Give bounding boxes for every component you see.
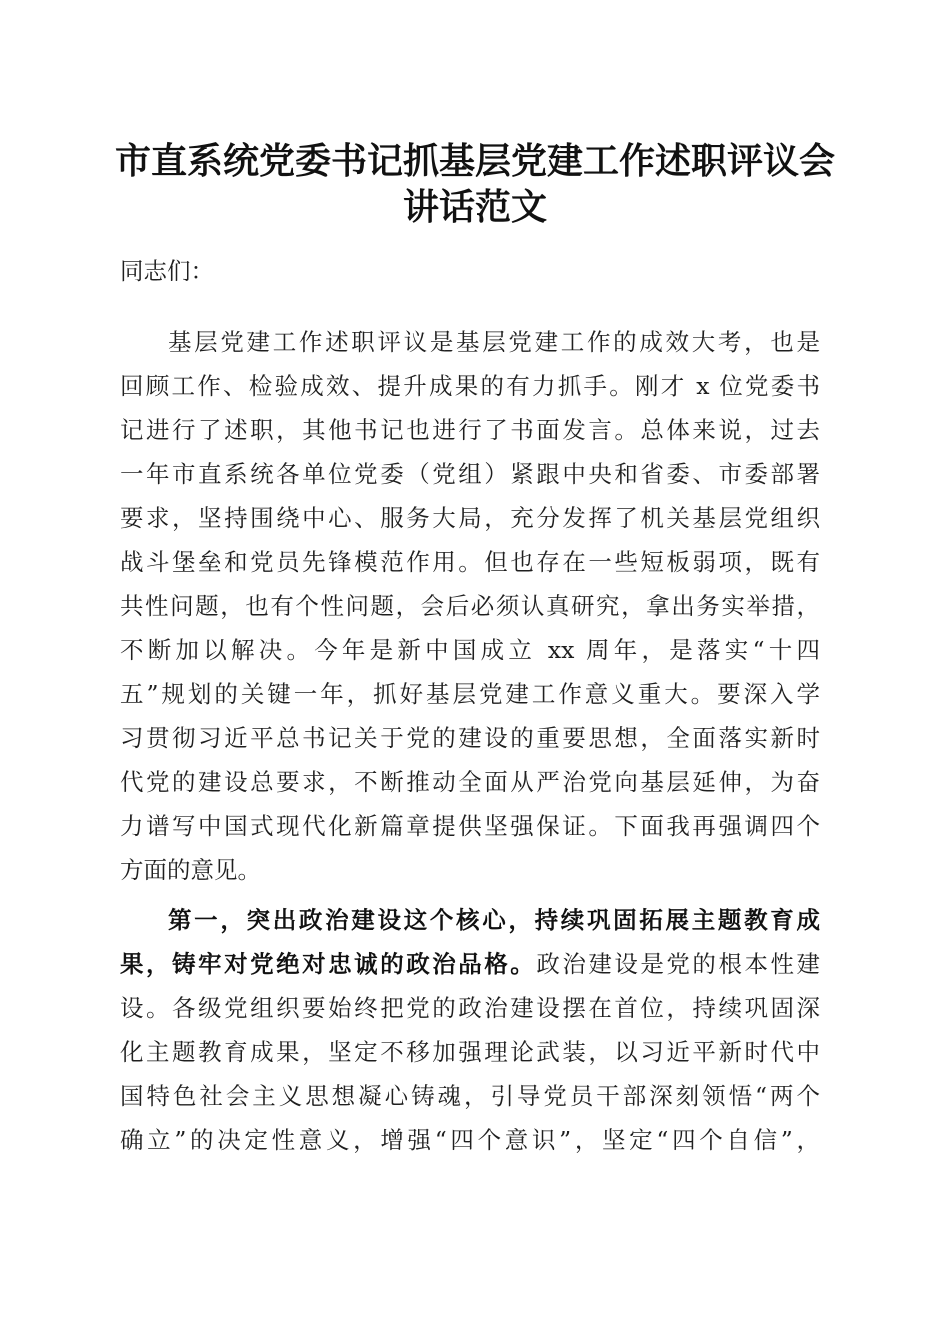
paragraph-2-heading-line-1: 第一，突出政治建设这个核心，持续巩固拓展主题教育成 xyxy=(168,906,820,934)
salutation: 同志们： xyxy=(120,257,214,285)
paragraph-1-line: 共性问题，也有个性问题，会后必须认真研究，拿出务实举措， xyxy=(120,592,820,620)
paragraph-1-line: 方面的意见。 xyxy=(120,856,261,884)
paragraph-1-line: 不断加以解决。今年是新中国成立 xx 周年，是落实“十四 xyxy=(120,636,820,664)
paragraph-2-line-2 xyxy=(120,949,820,979)
document-title-line-1: 市直系统党委书记抓基层党建工作述职评议会 xyxy=(114,140,835,182)
document-title-line-2: 讲话范文 xyxy=(402,186,547,228)
paragraph-1-line: 基层党建工作述职评议是基层党建工作的成效大考，也是 xyxy=(168,328,820,356)
paragraph-2-heading-line-2: 果，铸牢对党绝对忠诚的政治品格。 xyxy=(120,950,537,978)
paragraph-2-line: 确立”的决定性意义，增强“四个意识”，坚定“四个自信”， xyxy=(120,1126,820,1154)
paragraph-1-line: 要求，坚持围绕中心、服务大局，充分发挥了机关基层党组织 xyxy=(120,504,820,532)
paragraph-2-line: 国特色社会主义思想凝心铸魂，引导党员干部深刻领悟“两个 xyxy=(120,1082,820,1110)
paragraph-1-line: 力谱写中国式现代化新篇章提供坚强保证。下面我再强调四个 xyxy=(120,812,820,840)
paragraph-1-line: 五”规划的关键一年，抓好基层党建工作意义重大。要深入学 xyxy=(120,680,820,708)
paragraph-2-line: 化主题教育成果，坚定不移加强理论武装，以习近平新时代中 xyxy=(120,1038,820,1066)
paragraph-2-line: 设。各级党组织要始终把党的政治建设摆在首位，持续巩固深 xyxy=(120,994,820,1022)
paragraph-1-line: 回顾工作、检验成效、提升成果的有力抓手。刚才 x 位党委书 xyxy=(120,372,820,400)
paragraph-1-line: 一年市直系统各单位党委（党组）紧跟中央和省委、市委部署 xyxy=(120,460,820,488)
paragraph-1-line: 代党的建设总要求，不断推动全面从严治党向基层延伸，为奋 xyxy=(120,768,820,796)
paragraph-2-line-2-text: 政治建设是党的根本性建 xyxy=(536,950,821,978)
paragraph-1-line: 记进行了述职，其他书记也进行了书面发言。总体来说，过去 xyxy=(120,416,820,444)
paragraph-1-line: 习贯彻习近平总书记关于党的建设的重要思想，全面落实新时 xyxy=(120,724,820,752)
paragraph-1-line: 战斗堡垒和党员先锋模范作用。但也存在一些短板弱项，既有 xyxy=(120,548,820,576)
